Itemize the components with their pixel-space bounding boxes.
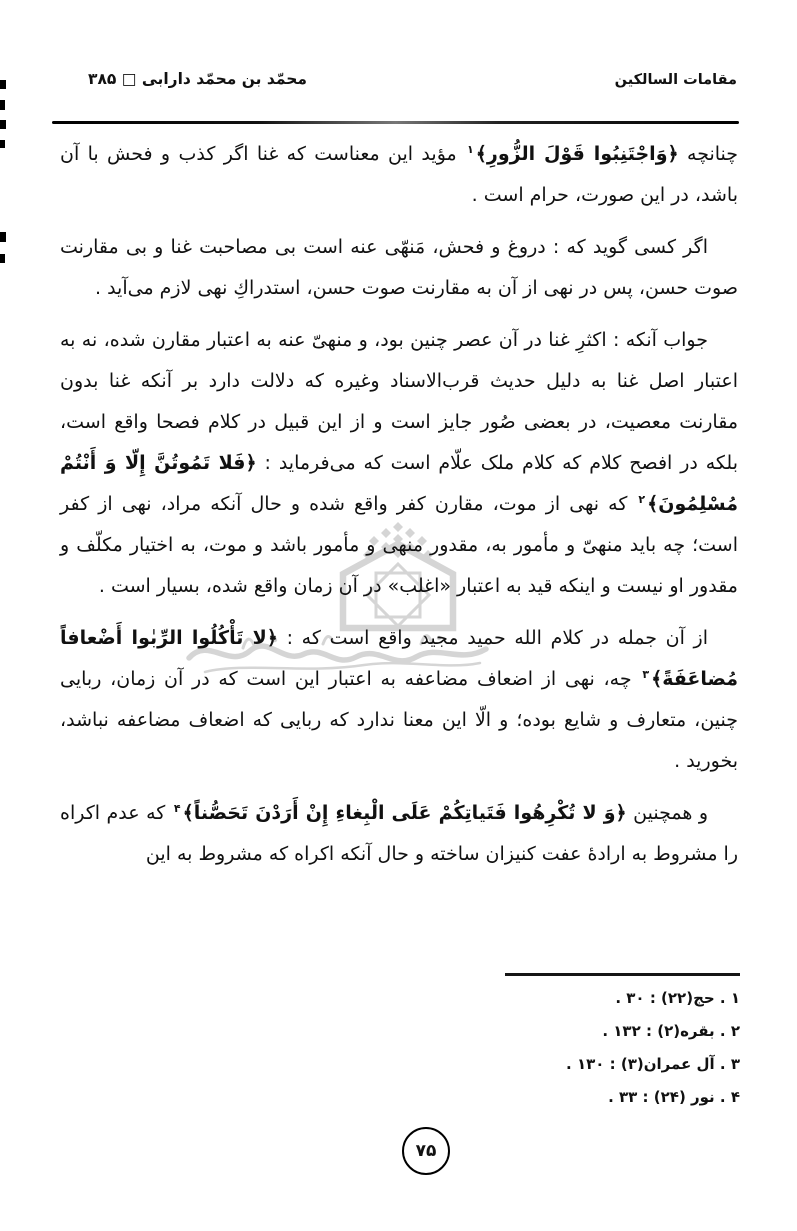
paragraph: [60, 134, 738, 216]
quran-verse: ﴿وَاجْتَنِبُوا قَوْلَ الزُّورِ﴾: [475, 143, 679, 165]
header-book-title: مقامات السالكين: [614, 72, 737, 88]
scan-artifact: [0, 80, 6, 89]
page-number: ۷۵: [415, 1141, 437, 1161]
footnote-ref: ۳: [642, 667, 650, 681]
footnote-ref: ۴: [173, 801, 181, 815]
paragraph-text: جواب آنکه : اکثرِ غنا در آن عصر چنین بود، و منهیّ عنه به اعتبار مقارن شده، نه به اعتبار اصل غنا به دلیل حدیث قرب‌الاسناد وغیره که دلالت دارد بر آنکه غنا بدون مقارنت معصیت، در بعضی صُور جایز است و از این قبیل در کلام فصحا واقع است، بلکه در افصح کلام که کلام ملک علّام است که می‌فرماید :: [60, 329, 739, 474]
scan-artifact: [0, 232, 6, 242]
header-author-page-label: محمّد بن محمّد دارابی □ ۳۸۵: [88, 70, 308, 88]
paragraph-text: از آن جمله در کلام الله حمید مجید واقع است که :: [277, 627, 708, 649]
paragraph-text: چه، نهی از اضعاف مضاعفه به اعتبار این است که در آن زمان، ربایی چنین، متعارف و شایع بوده؛ و الّا این معنا ندارد که ربایی که اضعاف مضاعفه نباشد، بخورید .: [60, 668, 738, 772]
paragraph-text: که عدم اکراه را مشروط به ارادهٔ عفت کنیزان ساخته و حال آنکه اکراه که مشروط به این: [60, 802, 738, 865]
footnote-list: [60, 982, 740, 1114]
scan-artifact: [0, 140, 5, 148]
paragraph-text: مؤید این معناست که غنا اگر کذب و فحش با آن باشد، در این صورت، حرام است .: [60, 143, 738, 206]
scan-artifact: [0, 100, 5, 110]
footnote-item: ۳ . آل عمران(۳) : ۱۳۰ .: [566, 1055, 740, 1073]
page-number-badge: [402, 1127, 450, 1175]
quran-verse: ﴿لا تَأْكُلُوا الرِّبٰوا أَضْعافاً مُضاعَفَةً﴾: [60, 627, 738, 690]
paragraph: [60, 320, 738, 607]
page-header: [52, 70, 739, 100]
header-rule: [52, 121, 739, 124]
footnote-ref: ۱: [467, 142, 474, 156]
footnote-item: ۴ . نور (۲۴) : ۳۳ .: [608, 1088, 740, 1106]
paragraph: [60, 227, 738, 309]
footnote-item: ۱ . حج(۲۲) : ۳۰ .: [615, 989, 740, 1007]
footnote-item: ۲ . بقره(۲) : ۱۳۲ .: [602, 1022, 740, 1040]
scan-artifact: [0, 120, 6, 129]
quran-verse: ﴿وَ لا تُكْرِهُوا فَتَياتِكُمْ عَلَى الْبِغاءِ إِنْ أَرَدْنَ تَحَصُّناً﴾: [182, 802, 627, 824]
quran-verse: ﴿فَلا تَمُوتُنَّ إِلّا وَ أَنْتُمْ مُسْلِمُونَ﴾: [60, 452, 738, 515]
paragraph-text: چنانچه: [678, 143, 739, 165]
scan-artifact: [0, 254, 5, 263]
paragraph: [60, 793, 738, 875]
footnote-ref: ۲: [638, 492, 646, 506]
paragraph: [60, 618, 738, 782]
paragraph-text: که نهی از موت، مقارن کفر واقع شده و حال آنکه مراد، نهی از کفر است؛ چه باید منهیّ و مأمور به، مقدور منهی و مأمور باشد و موت، به اختیار مکلّف و مقدور او نیست و اینکه قید به اعتبار «اغلب» در آن زمان واقع شده، بسیار است .: [60, 493, 738, 597]
paragraph-text: و همچنین: [626, 802, 709, 824]
body-text: [60, 134, 738, 886]
paragraph-text: اگر کسی گوید که : دروغ و فحش، مَنهّی عنه است بی مصاحبت غنا و بی مقارنت صوت حسن، پس در نهی از آن به مقارنت صوت حسن، استدراكِ نهی لازم می‌آید .: [60, 236, 738, 299]
footnote-separator: [505, 973, 740, 976]
